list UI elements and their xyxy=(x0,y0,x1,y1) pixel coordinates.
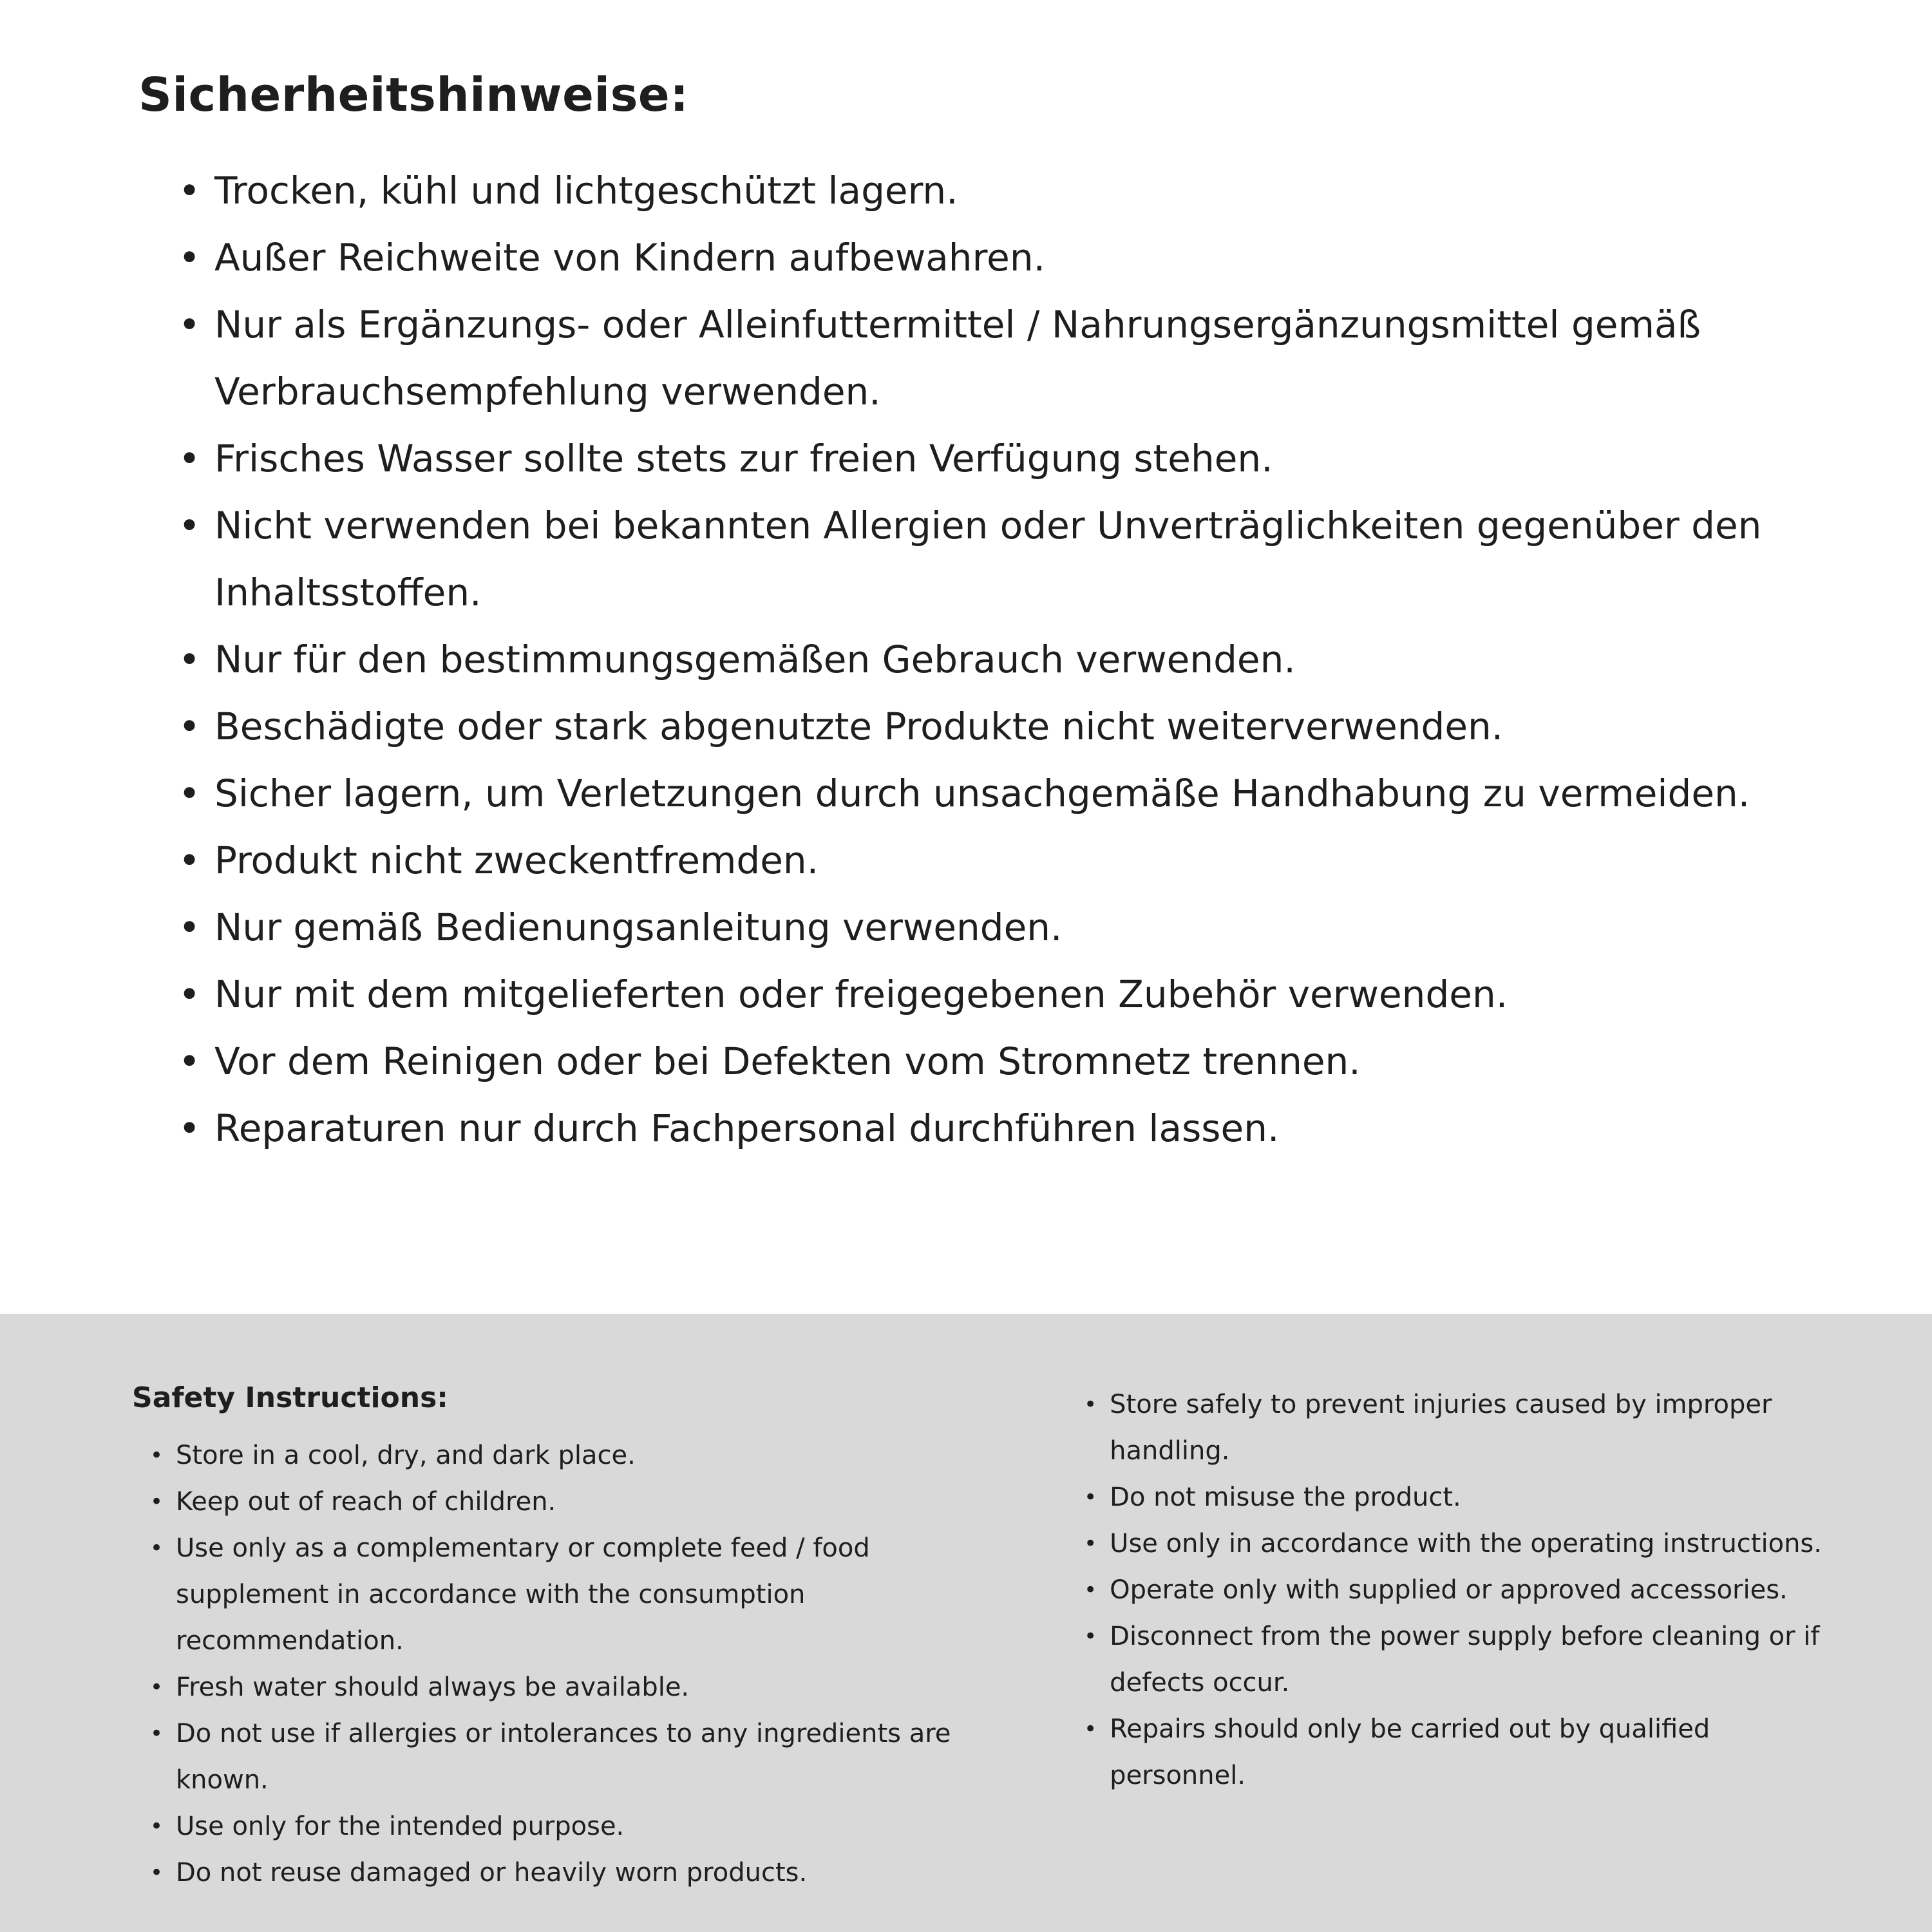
list-item: • Trocken, kühl und lichtgeschützt lagern. xyxy=(178,157,1853,224)
list-item: • Vor dem Reinigen oder bei Defekten vom Stromnetz trennen. xyxy=(178,1028,1853,1095)
list-item: • Keep out of reach of children. xyxy=(150,1479,956,1525)
list-item: • Disconnect from the power supply before cleaning or if defects occur. xyxy=(1084,1613,1835,1706)
english-section-title: Safety Instructions: xyxy=(132,1381,448,1414)
list-item: • Nur als Ergänzungs- oder Alleinfuttermittel / Nahrungsergänzungsmittel gemäß Verbrauchsempfehlung verwenden. xyxy=(178,291,1853,425)
list-item: • Operate only with supplied or approved accessories. xyxy=(1084,1567,1835,1613)
german-safety-list xyxy=(138,157,1853,1162)
list-item: • Frisches Wasser sollte stets zur freien Verfügung stehen. xyxy=(178,425,1853,492)
list-item: • Store in a cool, dry, and dark place. xyxy=(150,1432,956,1479)
english-safety-section xyxy=(0,1314,1932,1932)
list-item: • Store safely to prevent injuries caused by improper handling. xyxy=(1084,1381,1835,1474)
list-item: • Do not misuse the product. xyxy=(1084,1474,1835,1520)
list-item: • Beschädigte oder stark abgenutzte Produkte nicht weiterverwenden. xyxy=(178,693,1853,760)
list-item: • Do not reuse damaged or heavily worn products. xyxy=(150,1850,956,1896)
list-item: • Fresh water should always be available. xyxy=(150,1664,956,1710)
list-item: • Use only in accordance with the operating instructions. xyxy=(1084,1520,1835,1567)
list-item: • Nur für den bestimmungsgemäßen Gebrauch verwenden. xyxy=(178,626,1853,693)
list-item: • Use only for the intended purpose. xyxy=(150,1803,956,1850)
list-item: • Reparaturen nur durch Fachpersonal durchführen lassen. xyxy=(178,1095,1853,1162)
list-item: • Nur mit dem mitgelieferten oder freigegebenen Zubehör verwenden. xyxy=(178,961,1853,1028)
list-item: • Außer Reichweite von Kindern aufbewahren. xyxy=(178,224,1853,291)
list-item: • Nur gemäß Bedienungsanleitung verwenden. xyxy=(178,894,1853,961)
list-item: • Nicht verwenden bei bekannten Allergien oder Unverträglichkeiten gegenüber den Inhaltsstoffen. xyxy=(178,492,1853,626)
english-right-column xyxy=(1066,1381,1835,1932)
list-item: • Do not use if allergies or intolerances to any ingredients are known. xyxy=(150,1710,956,1803)
list-item: • Use only as a complementary or complete feed / food supplement in accordance with the consumption recommendation. xyxy=(150,1525,956,1664)
english-left-column xyxy=(132,1381,956,1932)
list-item: • Repairs should only be carried out by qualified personnel. xyxy=(1084,1706,1835,1799)
english-safety-list-left xyxy=(132,1432,956,1896)
list-item: • Produkt nicht zweckentfremden. xyxy=(178,827,1853,894)
list-item: • Sicher lagern, um Verletzungen durch unsachgemäße Handhabung zu vermeiden. xyxy=(178,760,1853,827)
english-safety-list-right xyxy=(1066,1381,1835,1799)
german-section-title: Sicherheitshinweise: xyxy=(138,68,689,122)
